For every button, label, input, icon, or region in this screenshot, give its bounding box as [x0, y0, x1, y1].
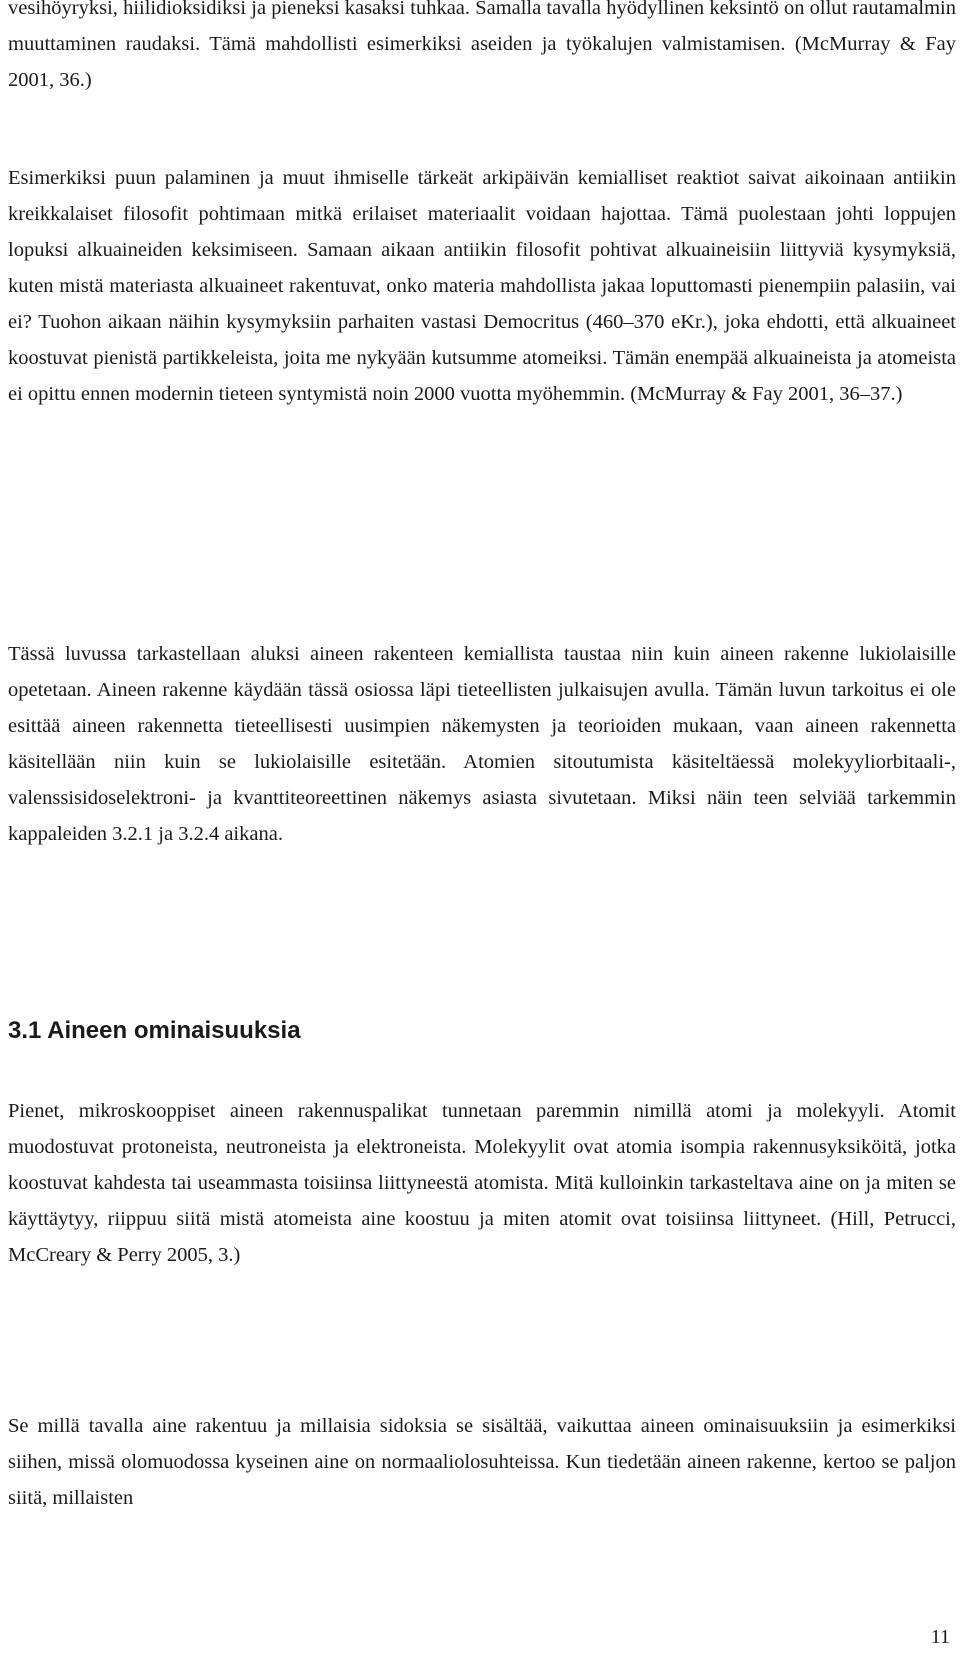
body-paragraph: Tässä luvussa tarkastellaan aluksi aineen rakenteen kemiallista taustaa niin kuin aineen rakenne lukiolaisille opetetaan. Aineen rakenne käydään tässä osiossa läpi tieteellisten julkaisujen avulla. Tämän luvun tarkoitus ei ole esittää aineen rakennetta tieteellisesti uusimpien näkemysten ja teorioiden mukaan, vaan aineen rakennetta käsitellään niin kuin se lukiolaisille esitetään. Atomien sitoutumista käsiteltäessä molekyyliorbitaali-, valenssisidoselektroni- ja kvanttiteoreettinen näkemys asiasta sivutetaan. Miksi näin teen selviää tarkemmin kappaleiden 3.2.1 ja 3.2.4 aikana.	[8, 643, 956, 845]
page-number: 11	[930, 1626, 950, 1648]
body-paragraph: Pienet, mikroskooppiset aineen rakennuspalikat tunnetaan paremmin nimillä atomi ja molekyyli. Atomit muodostuvat protoneista, neutroneista ja elektroneista. Molekyylit ovat atomia isompia rakennusyksiköitä, jotka koostuvat kahdesta tai useammasta toisiinsa liittyneestä atomista. Mitä kulloinkin tarkasteltava aine on ja miten se käyttäytyy, riippuu siitä mistä atomeista aine koostuu ja miten atomit ovat toisiinsa liittyneet. (Hill, Petrucci, McCreary & Perry 2005, 3.)	[8, 1100, 956, 1266]
body-paragraph: Esimerkiksi puun palaminen ja muut ihmiselle tärkeät arkipäivän kemialliset reaktiot saivat aikoinaan antiikin kreikkalaiset filosofit pohtimaan mitkä erilaiset materiaalit voidaan hajottaa. Tämä puolestaan johti loppujen lopuksi alkuaineiden keksimiseen. Samaan aikaan antiikin filosofit pohtivat alkuaineisiin liittyviä kysymyksiä, kuten mistä materiasta alkuaineet rakentuvat, onko materia mahdollista jakaa loputtomasti pienempiin palasiin, vai ei? Tuohon aikaan näihin kysymyksiin parhaiten vastasi Democritus (460–370 eKr.), joka ehdotti, että alkuaineet koostuvat pienistä partikkeleista, joita me nykyään kutsumme atomeiksi. Tämän enempää alkuaineista ja atomeista ei opittu ennen modernin tieteen syntymistä noin 2000 vuotta myöhemmin. (McMurray & Fay 2001, 36–37.)	[8, 167, 956, 405]
body-paragraph: vesihöyryksi, hiilidioksidiksi ja pieneksi kasaksi tuhkaa. Samalla tavalla hyödyllinen keksintö on ollut rautamalmin muuttaminen raudaksi. Tämä mahdollisti esimerkiksi aseiden ja työkalujen valmistamisen. (McMurray & Fay 2001, 36.)	[8, 0, 956, 91]
body-paragraph: Se millä tavalla aine rakentuu ja millaisia sidoksia se sisältää, vaikuttaa aineen ominaisuuksiin ja esimerkiksi siihen, missä olomuodossa kyseinen aine on normaaliolosuhteissa. Kun tiedetään aineen rakenne, kertoo se paljon siitä, millaisten	[8, 1415, 956, 1509]
section-heading: 3.1 Aineen ominaisuuksia	[8, 1017, 301, 1044]
